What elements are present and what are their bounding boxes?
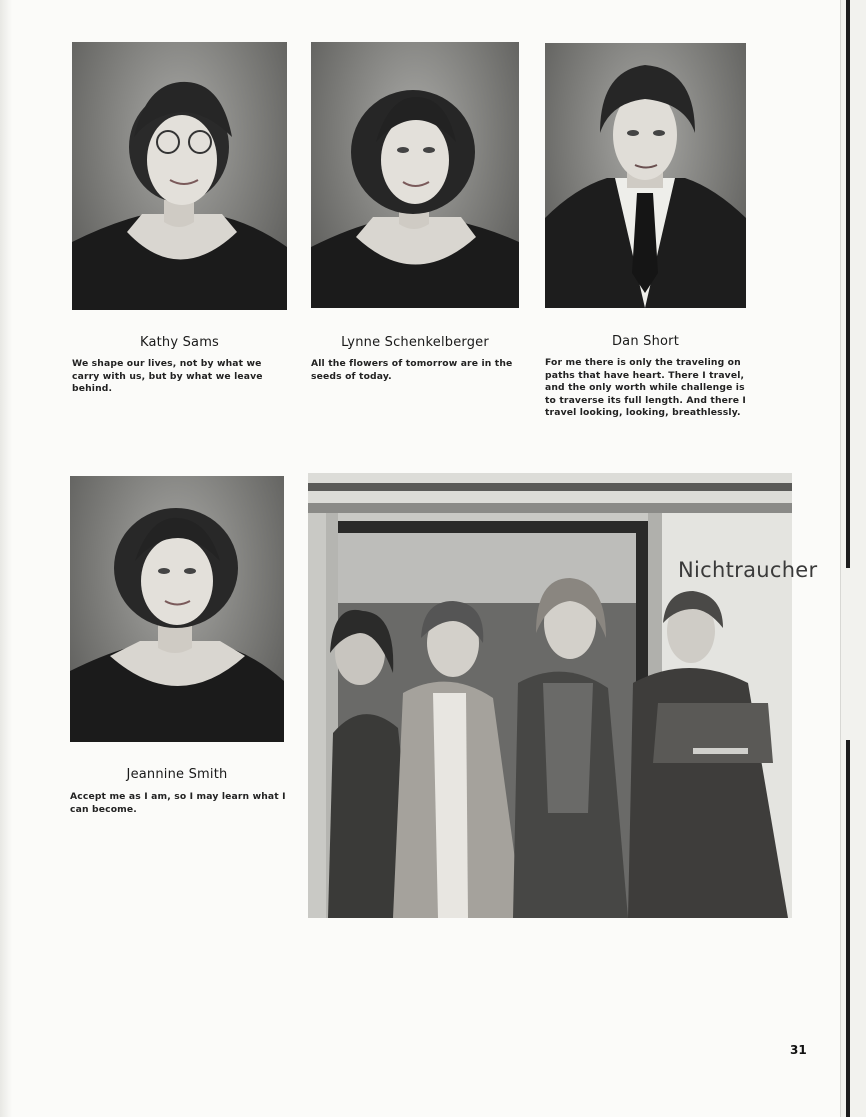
portrait-kathy-sams xyxy=(72,42,287,310)
student-quote-jeannine-smith: Accept me as I am, so I may learn what I can become. xyxy=(70,791,286,815)
page-edge-bar-top xyxy=(846,0,850,568)
train-sign-text: Nichtraucher xyxy=(678,558,818,582)
page-number: 31 xyxy=(790,1043,807,1057)
portrait-dan-short xyxy=(545,43,746,308)
student-name-lynne-schenkelberger: Lynne Schenkelberger xyxy=(341,335,489,350)
student-quote-dan-short: For me there is only the traveling on paths that have heart. There I travel, and the only worth while challenge is to traverse its full length. And there I travel looking, looking, breathlessly. xyxy=(545,357,747,419)
portrait-jeannine-smith xyxy=(70,476,284,742)
page-edge-bar-bottom xyxy=(846,740,850,1117)
student-name-jeannine-smith: Jeannine Smith xyxy=(126,767,228,782)
page-right-edge xyxy=(840,0,866,1117)
portrait-lynne-schenkelberger xyxy=(311,42,519,308)
group-photo-train xyxy=(308,473,818,918)
student-quote-kathy-sams: We shape our lives, not by what we carry with us, but by what we leave behind. xyxy=(72,358,263,395)
student-name-dan-short: Dan Short xyxy=(611,334,680,349)
page-left-shadow xyxy=(0,0,12,1117)
student-name-kathy-sams: Kathy Sams xyxy=(139,335,220,350)
student-quote-lynne-schenkelberger: All the flowers of tomorrow are in the seeds of today. xyxy=(311,358,513,382)
